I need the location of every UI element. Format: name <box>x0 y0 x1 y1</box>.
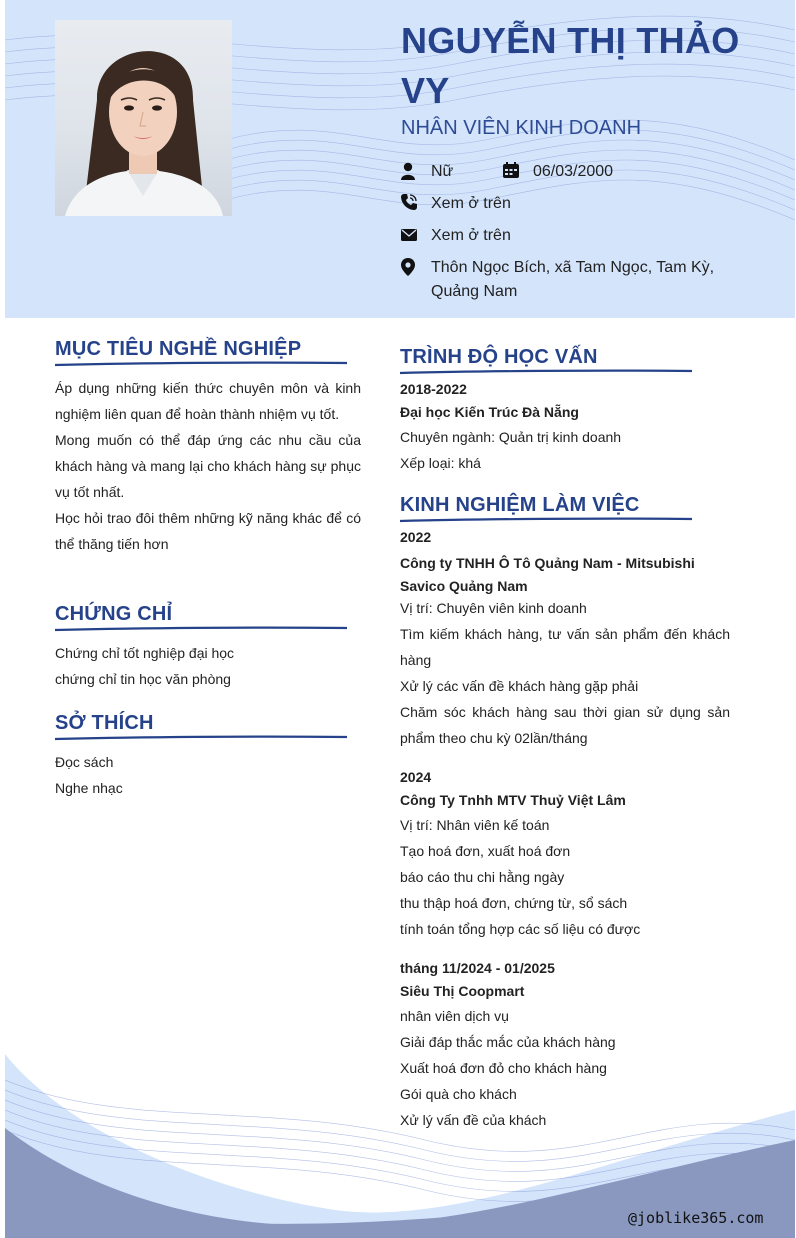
education-grade: Xếp loại: khá <box>400 455 481 471</box>
map-pin-icon <box>401 258 417 276</box>
job-company: Công ty TNHH Ô Tô Quảng Nam - Mitsubishi Savico Quảng Nam <box>400 555 695 594</box>
email-value: Xem ở trên <box>431 227 511 244</box>
hobby-item: Đọc sách <box>55 754 114 770</box>
education-school: Đại học Kiến Trúc Đà Nẵng <box>400 404 579 420</box>
education-period: 2018-2022 <box>400 381 467 397</box>
job-duty: Xử lý các vấn đề khách hàng gặp phải <box>400 678 639 694</box>
certificates-title: CHỨNG CHỈ <box>55 603 173 625</box>
hobbies-underline <box>55 734 350 742</box>
job-duty: báo cáo thu chi hằng ngày <box>400 869 565 885</box>
job-duty: nhân viên dịch vụ <box>400 1008 509 1024</box>
phone-icon <box>401 194 417 212</box>
education-title: TRÌNH ĐỘ HỌC VẤN <box>400 346 598 368</box>
hobbies-title: SỞ THÍCH <box>55 712 154 734</box>
job-duty: Chăm sóc khách hàng sau thời gian sử dụng sản phẩm theo chu kỳ 02lần/tháng <box>400 704 730 746</box>
experience-underline <box>400 516 695 524</box>
job-duty: Vị trí: Nhân viên kế toán <box>400 817 550 833</box>
dob-value: 06/03/2000 <box>533 163 614 180</box>
phone-value: Xem ở trên <box>431 195 511 212</box>
objective-paragraph-3: Học hỏi trao đôi thêm những kỹ năng khác để có thể thăng tiến hơn <box>55 510 361 552</box>
certificates-underline <box>55 625 350 633</box>
address-value: Thôn Ngọc Bích, xã Tam Ngọc, Tam Kỳ, Quảng Nam <box>431 259 715 300</box>
gender-value: Nữ <box>431 163 454 180</box>
calendar-icon <box>503 162 519 180</box>
job-company: Công Ty Tnhh MTV Thuỷ Việt Lâm <box>400 792 626 808</box>
job-duty: Xử lý vấn đề của khách <box>400 1112 547 1128</box>
job-duty: thu thập hoá đơn, chứng từ, sổ sách <box>400 895 628 911</box>
job-duty: Tạo hoá đơn, xuất hoá đơn <box>400 843 571 859</box>
cv-page <box>5 0 795 1238</box>
objective-paragraph-2: Mong muốn có thể đáp ứng các nhu cầu của khách hàng và mang lại cho khách hàng sự phục vụ tốt nhất. <box>55 432 361 500</box>
hobby-item: Nghe nhạc <box>55 780 123 796</box>
job-period: tháng 11/2024 - 01/2025 <box>400 960 555 976</box>
job-period: 2022 <box>400 529 432 545</box>
certificate-item: chứng chỉ tin học văn phòng <box>55 671 231 687</box>
full-name: NGUYỄN THỊ THẢO VY <box>401 20 740 111</box>
objective-underline <box>55 360 350 368</box>
job-title: NHÂN VIÊN KINH DOANH <box>401 117 642 139</box>
job-duty: Vị trí: Chuyên viên kinh doanh <box>400 600 587 616</box>
job-duty: Gói quà cho khách <box>400 1086 517 1102</box>
job-company: Siêu Thị Coopmart <box>400 983 525 999</box>
experience-title: KINH NGHIỆM LÀM VIỆC <box>400 494 640 516</box>
watermark: @joblike365.com <box>628 1209 764 1227</box>
job-duty: Xuất hoá đơn đỏ cho khách hàng <box>400 1060 607 1076</box>
education-underline <box>400 368 695 376</box>
job-period: 2024 <box>400 769 432 785</box>
portrait-illustration <box>55 20 232 216</box>
header <box>5 0 795 318</box>
job-duty: Giải đáp thắc mắc của khách hàng <box>400 1034 616 1050</box>
job-duty: tính toán tổng hợp các số liệu có được <box>400 921 641 937</box>
envelope-icon <box>401 226 417 244</box>
objective-title: MỤC TIÊU NGHỀ NGHIỆP <box>55 338 302 360</box>
user-icon <box>401 162 417 180</box>
objective-paragraph-1: Áp dụng những kiến thức chuyên môn và kinh nghiệm liên quan để hoàn thành nhiệm vụ tốt. <box>55 380 361 422</box>
profile-photo <box>55 20 232 216</box>
education-major: Chuyên ngành: Quản trị kinh doanh <box>400 429 622 445</box>
certificate-item: Chứng chỉ tốt nghiệp đại học <box>55 645 235 661</box>
job-duty: Tìm kiếm khách hàng, tư vấn sản phẩm đến khách hàng <box>400 626 730 668</box>
